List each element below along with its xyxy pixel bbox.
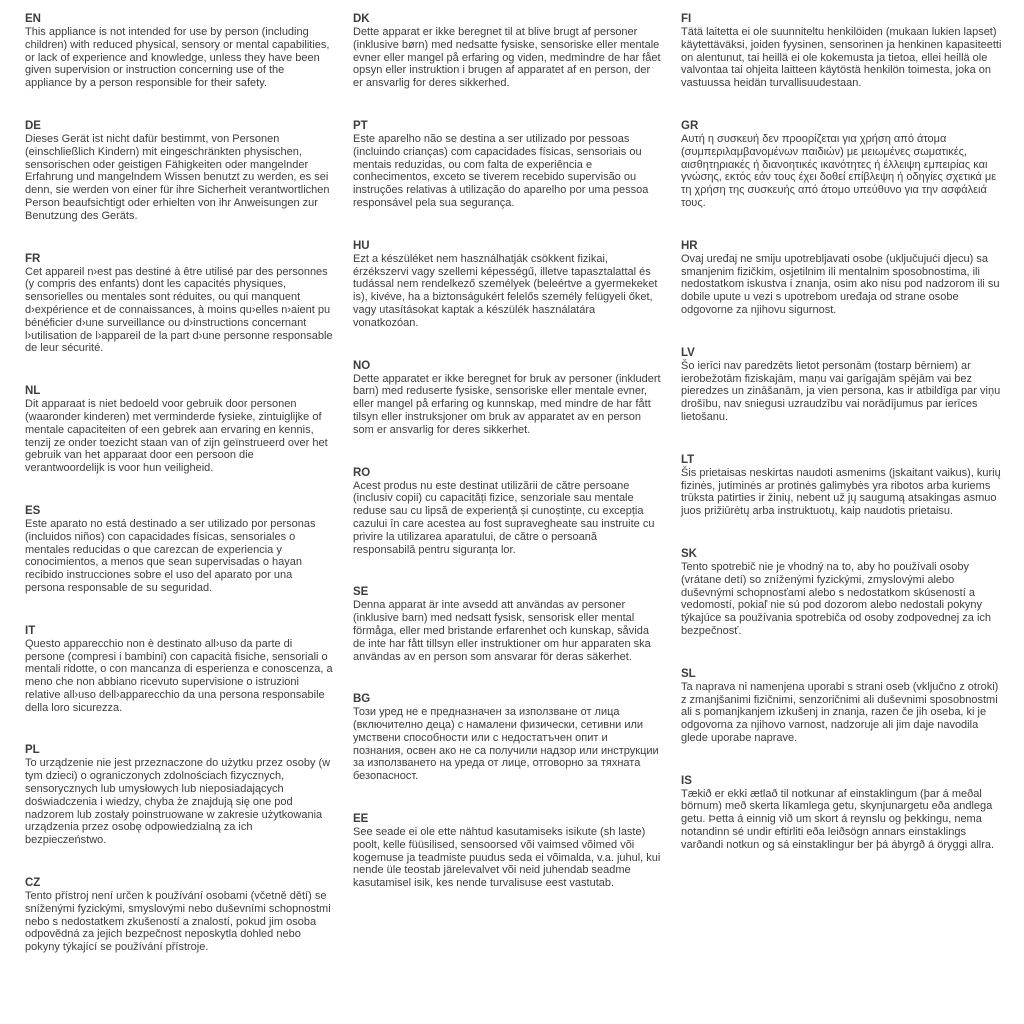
- lang-section-ro: [353, 467, 661, 557]
- lang-section-lt: [681, 454, 1006, 518]
- lang-section-es: [25, 505, 333, 595]
- lang-text-en: This appliance is not intended for use by person (including children) with reduced physical, sensory or mental capabilities, or lack of experience and knowledge, unless they have been given supervision or instruction concerning use of the appliance by a person responsible for their safety.: [25, 26, 330, 90]
- lang-code-es: ES: [25, 504, 41, 517]
- lang-code-hr: HR: [681, 239, 698, 252]
- lang-code-ro: RO: [353, 466, 371, 479]
- lang-code-sk: SK: [681, 547, 697, 560]
- column-2: [353, 13, 681, 984]
- lang-section-dk: [353, 13, 661, 90]
- lang-code-sl: SL: [681, 667, 696, 680]
- lang-code-se: SE: [353, 586, 369, 599]
- lang-text-hr: Ovaj uređaj ne smiju upotrebljavati osobe (uključujući djecu) sa smanjenim fizičkim, osjetilnim ili mentalnim sposobnostima, ili nedostatkom iskustva i znanja, osim ako nisu pod nadzorom ili su dobile upute u vezi s upotrebom uređaja od strane osobe odgovorne za njihovu sigurnost.: [681, 252, 1000, 316]
- lang-code-en: EN: [25, 13, 41, 25]
- lang-code-fi: FI: [681, 13, 692, 25]
- lang-code-it: IT: [25, 624, 36, 637]
- lang-text-cz: Tento přístroj není určen k používání osobami (včetně dětí) se sníženými fyzickými, smyslovými nebo duševními schopnostmi nebo s nedostatkem zkušeností a znalostí, pokud jim osoba odpovědná za jejich bezpečnost neposkytla dohled nebo pokyny týkající se používání přístroje.: [25, 890, 331, 954]
- lang-text-hu: Ezt a készüléket nem használhatják csökkent fizikai, érzékszervi vagy szellemi képességű, illetve tapasztalattal és tudással nem rendelkező személyek (beleértve a gyermekeket is), kivéve, ha a biztonságukért felelős személy felügyeli őket, vagy utasításokat kaptak a készülék használatára vonatkozóan.: [353, 252, 658, 329]
- lang-text-ee: See seade ei ole ette nähtud kasutamiseks isikute (sh laste) poolt, kelle füüsilised, sensoorsed või vaimsed võimed või kogemuse ja teadmiste puudus seda ei võimalda, v.a. juhul, kui nende üle teostab järelevalvet või neid juhendab seadme kasutamisel isik, kes nende turvalisuse eest vastutab.: [353, 826, 661, 890]
- lang-section-fi: [681, 13, 1006, 90]
- lang-section-sl: [681, 668, 1006, 745]
- lang-code-no: NO: [353, 359, 371, 372]
- lang-text-se: Denna apparat är inte avsedd att användas av personer (inklusive barn) med nedsatt fysisk, sensorisk eller mental förmåga, eller med bristande erfarenhet och kunskap, såvida de inte har fått tillsyn eller instruktioner om hur apparaten ska användas av en person som ansvarar för deras säkerhet.: [353, 599, 651, 663]
- lang-section-ee: [353, 813, 661, 890]
- lang-code-gr: GR: [681, 119, 699, 132]
- lang-section-gr: [681, 120, 1006, 210]
- lang-text-bg: Този уред не е предназначен за използване от лица (включително деца) с намалени физически, сетивни или умствени способности или с недостатъчен опит и познания, освен ако не са получили надзор или инструкции за използването на уреда от лице, отговорно за тяхната безопасност.: [353, 706, 659, 783]
- lang-section-nl: [25, 385, 333, 475]
- lang-section-pl: [25, 744, 333, 847]
- lang-section-fr: [25, 253, 333, 356]
- lang-text-fr: Cet appareil n›est pas destiné à être utilisé par des personnes (y compris des enfants) dont les capacités physiques, sensorielles ou mentales sont réduites, ou qui manquent d›expérience et de connaissances, à moins qu›elles n›aient pu bénéficier d›une surveillance ou d›instructions concernant l›utilisation de l›appareil de la part d›une personne responsable de leur sécurité.: [25, 265, 333, 355]
- lang-code-lt: LT: [681, 453, 695, 466]
- lang-text-de: Dieses Gerät ist nicht dafür bestimmt, von Personen (einschließlich Kindern) mit eingeschränkten physischen, sensorischen oder geistigen Fähigkeiten oder mangelnder Erfahrung und mangelndem Wissen benutzt zu werden, es sei denn, sie werden von einer für ihre Sicherheit verantwortlichen Person beaufsichtigt oder erhielten von ihr Anweisungen zur Benutzung des Geräts.: [25, 132, 330, 222]
- lang-code-fr: FR: [25, 252, 41, 265]
- lang-section-sk: [681, 548, 1006, 638]
- lang-code-pt: PT: [353, 119, 368, 132]
- lang-section-pt: [353, 120, 661, 210]
- lang-text-ro: Acest produs nu este destinat utilizării de către persoane (inclusiv copii) cu capacități fizice, senzoriale sau mentale reduse sau cu lipsă de experiență și cunoștințe, cu excepția cazului în care acestea au fost supravegheate sau instruite cu privire la utilizarea aparatului, de către o persoană responsabilă pentru siguranța lor.: [353, 479, 655, 556]
- lang-text-sk: Tento spotrebič nie je vhodný na to, aby ho používali osoby (vrátane detí) so zníženými fyzickými, zmyslovými alebo duševnými schopnosťami alebo s nedostatkom skúseností a vedomostí, pokiaľ nie sú pod dozorom alebo nedostali pokyny týkajúce sa používania spotrebiča od osoby zodpovednej za ich bezpečnosť.: [681, 560, 992, 637]
- lang-section-en: [25, 13, 333, 90]
- lang-text-nl: Dit apparaat is niet bedoeld voor gebruik door personen (waaronder kinderen) met verminderde fysieke, zintuiglijke of mentale capaciteiten of een gebrek aan ervaring en kennis, tenzij ze onder toezicht staan van of zijn geïnstrueerd over het gebruik van het apparaat door een persoon die verantwoordelijk is voor hun veiligheid.: [25, 398, 328, 475]
- lang-code-cz: CZ: [25, 877, 41, 890]
- column-1: [25, 13, 353, 984]
- lang-text-sl: Ta naprava ni namenjena uporabi s strani oseb (vključno z otroki) z zmanjšanimi fizičnimi, senzoričnimi ali duševnimi sposobnostmi ali s pomanjkanjem izkušenj in znanja, razen če jih oseba, ki je odgovorna za njihovo varnost, nadzoruje ali jim daje navodila glede uporabe naprave.: [681, 680, 999, 744]
- lang-section-no: [353, 360, 661, 437]
- lang-text-lt: Šis prietaisas neskirtas naudoti asmenims (įskaitant vaikus), kurių fizinės, jutiminės ar protinės galimybės yra ribotos arba kuriems trūksta patirties ir žinių, nebent už jų saugumą atsakingas asmuo juos prižiūrėtų arba instruktuotų, kaip naudotis prietaisu.: [681, 466, 1001, 518]
- lang-text-pl: To urządzenie nie jest przeznaczone do użytku przez osoby (w tym dzieci) o ograniczonych zdolnościach fizycznych, sensorycznych lub umysłowych lub nieposiadających doświadczenia i wiedzy, chyba że znajdują się one pod nadzorem lub zostały poinstruowane w zakresie użytkowania urządzenia przez osobę odpowiedzialną za ich bezpieczeństwo.: [25, 757, 331, 847]
- lang-section-hr: [681, 240, 1006, 317]
- lang-text-pt: Este aparelho não se destina a ser utilizado por pessoas (incluindo crianças) com capacidades físicas, sensoriais ou mentais reduzidas, ou com falta de experiência e conhecimentos, exceto se tiverem recebido supervisão ou instruções relativas à utilização do aparelho por uma pessoa responsável pela sua segurança.: [353, 132, 649, 209]
- lang-section-se: [353, 586, 661, 663]
- lang-text-dk: Dette apparat er ikke beregnet til at blive brugt af personer (inklusive børn) med nedsatte fysiske, sensoriske eller mentale evner eller mangel på erfaring og viden, medmindre de har fået opsyn eller instruktion i brugen af apparatet af en person, der er ansvarlig for deres sikkerhed.: [353, 26, 661, 90]
- lang-code-lv: LV: [681, 346, 695, 359]
- lang-text-lv: Šo ierīci nav paredzēts lietot personām (tostarp bērniem) ar ierobežotām fiziskajām, maņu vai garīgajām spējām vai bez pieredzes un zināšanām, ja vien persona, kas ir atbildīga par viņu drošību, nav sniegusi uzraudzību vai norādījumus par ierīces lietošanu.: [681, 359, 1001, 423]
- lang-text-is: Tækið er ekki ætlað til notkunar af einstaklingum (þar á meðal börnum) með skerta líkamlega getu, skynjunargetu eða andlega getu. Þetta á einnig við um skort á reynslu og þekkingu, nema notandinn sé undir eftirliti eða leiðsögn annars einstaklings varðandi notkun og sá einstaklingur ber þá ábyrgð á öryggi allra.: [681, 787, 995, 851]
- lang-code-pl: PL: [25, 744, 40, 757]
- lang-code-bg: BG: [353, 693, 371, 706]
- lang-text-no: Dette apparatet er ikke beregnet for bruk av personer (inkludert barn) med reduserte fysiske, sensoriske eller mentale evner, eller mangel på erfaring og kunnskap, med mindre de har fått tilsyn eller instruksjoner om bruk av apparatet av en person som er ansvarlig for deres sikkerhet.: [353, 372, 661, 436]
- lang-code-hu: HU: [353, 239, 370, 252]
- lang-code-ee: EE: [353, 813, 369, 826]
- lang-text-fi: Tätä laitetta ei ole suunniteltu henkilöiden (mukaan lukien lapset) käytettäväksi, joiden fyysinen, sensorinen ja henkinen kapasiteetti on alentunut, tai heillä ei ole kokemusta ja tietoa, ellei heillä ole valvontaa tai ohjeita laitteen käytöstä henkilön toimesta, joka on vastuussa heidän turvallisuudestaan.: [681, 26, 1002, 90]
- lang-section-de: [25, 120, 333, 223]
- lang-text-es: Este aparato no está destinado a ser utilizado por personas (incluidos niños) con capacidades físicas, sensoriales o mentales reducidas o que carezcan de experiencia y conocimientos, a menos que sean supervisadas o hayan recibido instrucciones sobre el uso del aparato por una persona responsable de su seguridad.: [25, 517, 316, 594]
- column-3: [681, 13, 1016, 984]
- lang-code-nl: NL: [25, 385, 41, 398]
- lang-code-dk: DK: [353, 13, 370, 25]
- lang-section-lv: [681, 347, 1006, 424]
- lang-text-gr: Αυτή η συσκευή δεν προορίζεται για χρήση από άτομα (συμπεριλαμβανομένων παιδιών) με μειωμένες σωματικές, αισθητηριακές ή διανοητικές ικανότητες ή έλλειψη εμπειρίας και γνώσης, εκτός εάν τους έχει δοθεί επίβλεψη ή οδηγίες σχετικά με τη χρήση της συσκευής από άτομο υπεύθυνο για την ασφάλειά τους.: [681, 132, 997, 209]
- lang-section-it: [25, 625, 333, 715]
- lang-code-de: DE: [25, 119, 41, 132]
- lang-text-it: Questo apparecchio non è destinato all›uso da parte di persone (compresi i bambini) con capacità fisiche, sensoriali o mentali ridotte, o con mancanza di esperienza e conoscenza, a meno che non abbiano ricevuto supervisione o istruzioni relative all›uso dell›apparecchio da una persona responsabile della loro sicurezza.: [25, 637, 333, 714]
- lang-section-hu: [353, 240, 661, 330]
- lang-section-bg: [353, 693, 661, 783]
- lang-section-is: [681, 775, 1006, 852]
- lang-code-is: IS: [681, 774, 692, 787]
- lang-section-cz: [25, 877, 333, 954]
